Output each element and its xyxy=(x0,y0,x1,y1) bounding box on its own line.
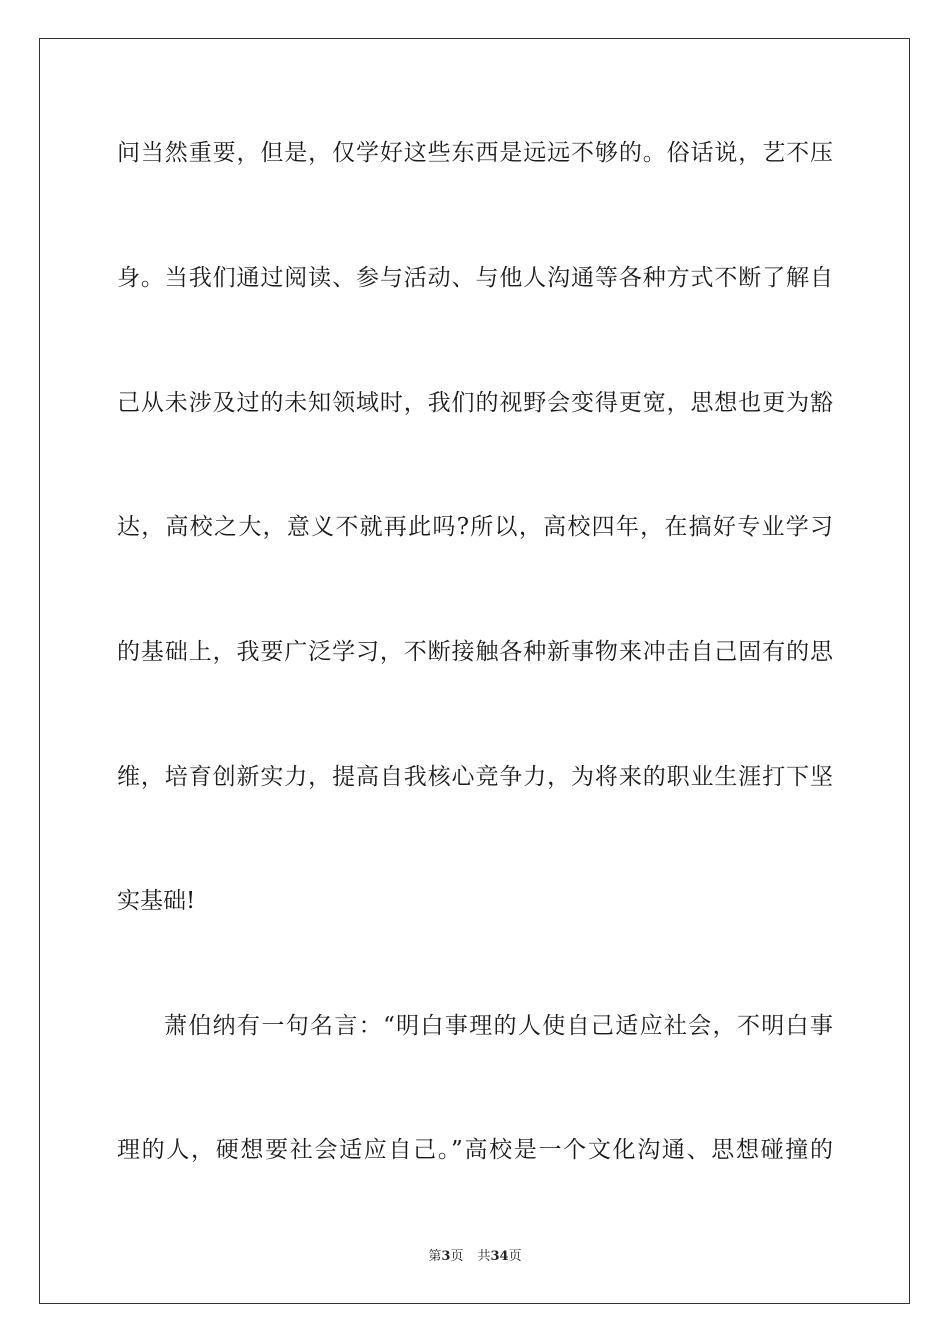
body-text-line-2: 身。当我们通过阅读、参与活动、与他人沟通等各种方式不断了解自 xyxy=(117,265,833,291)
footer-page-prefix: 第 xyxy=(428,1249,442,1264)
page-footer xyxy=(0,1245,950,1264)
body-text-line-1: 问当然重要，但是，仅学好这些东西是远远不够的。俗话说，艺不压 xyxy=(117,140,833,166)
body-text-line-3: 己从未涉及过的未知领域时，我们的视野会变得更宽，思想也更为豁 xyxy=(117,390,833,416)
footer-total-pages: 34 xyxy=(490,1249,509,1264)
footer-page-number: 3 xyxy=(441,1249,451,1264)
footer-total-prefix: 共 xyxy=(477,1249,491,1264)
footer-total-suffix: 页 xyxy=(508,1249,522,1264)
body-text-line-4: 达，高校之大，意义不就再此吗?所以，高校四年，在搞好专业学习 xyxy=(117,514,833,540)
page-border xyxy=(39,38,910,1304)
footer-page-suffix: 页 xyxy=(450,1249,464,1264)
body-text-line-8: 萧伯纳有一句名言：“明白事理的人使自己适应社会，不明白事 xyxy=(164,1013,833,1039)
body-text-line-5: 的基础上，我要广泛学习，不断接触各种新事物来冲击自己固有的思 xyxy=(117,639,833,665)
body-text-line-9: 理的人，硬想要社会适应自己。”高校是一个文化沟通、思想碰撞的 xyxy=(117,1137,833,1163)
body-text-line-6: 维，培育创新实力，提高自我核心竞争力，为将来的职业生涯打下坚 xyxy=(117,764,833,790)
body-text-line-7: 实基础! xyxy=(117,888,196,914)
